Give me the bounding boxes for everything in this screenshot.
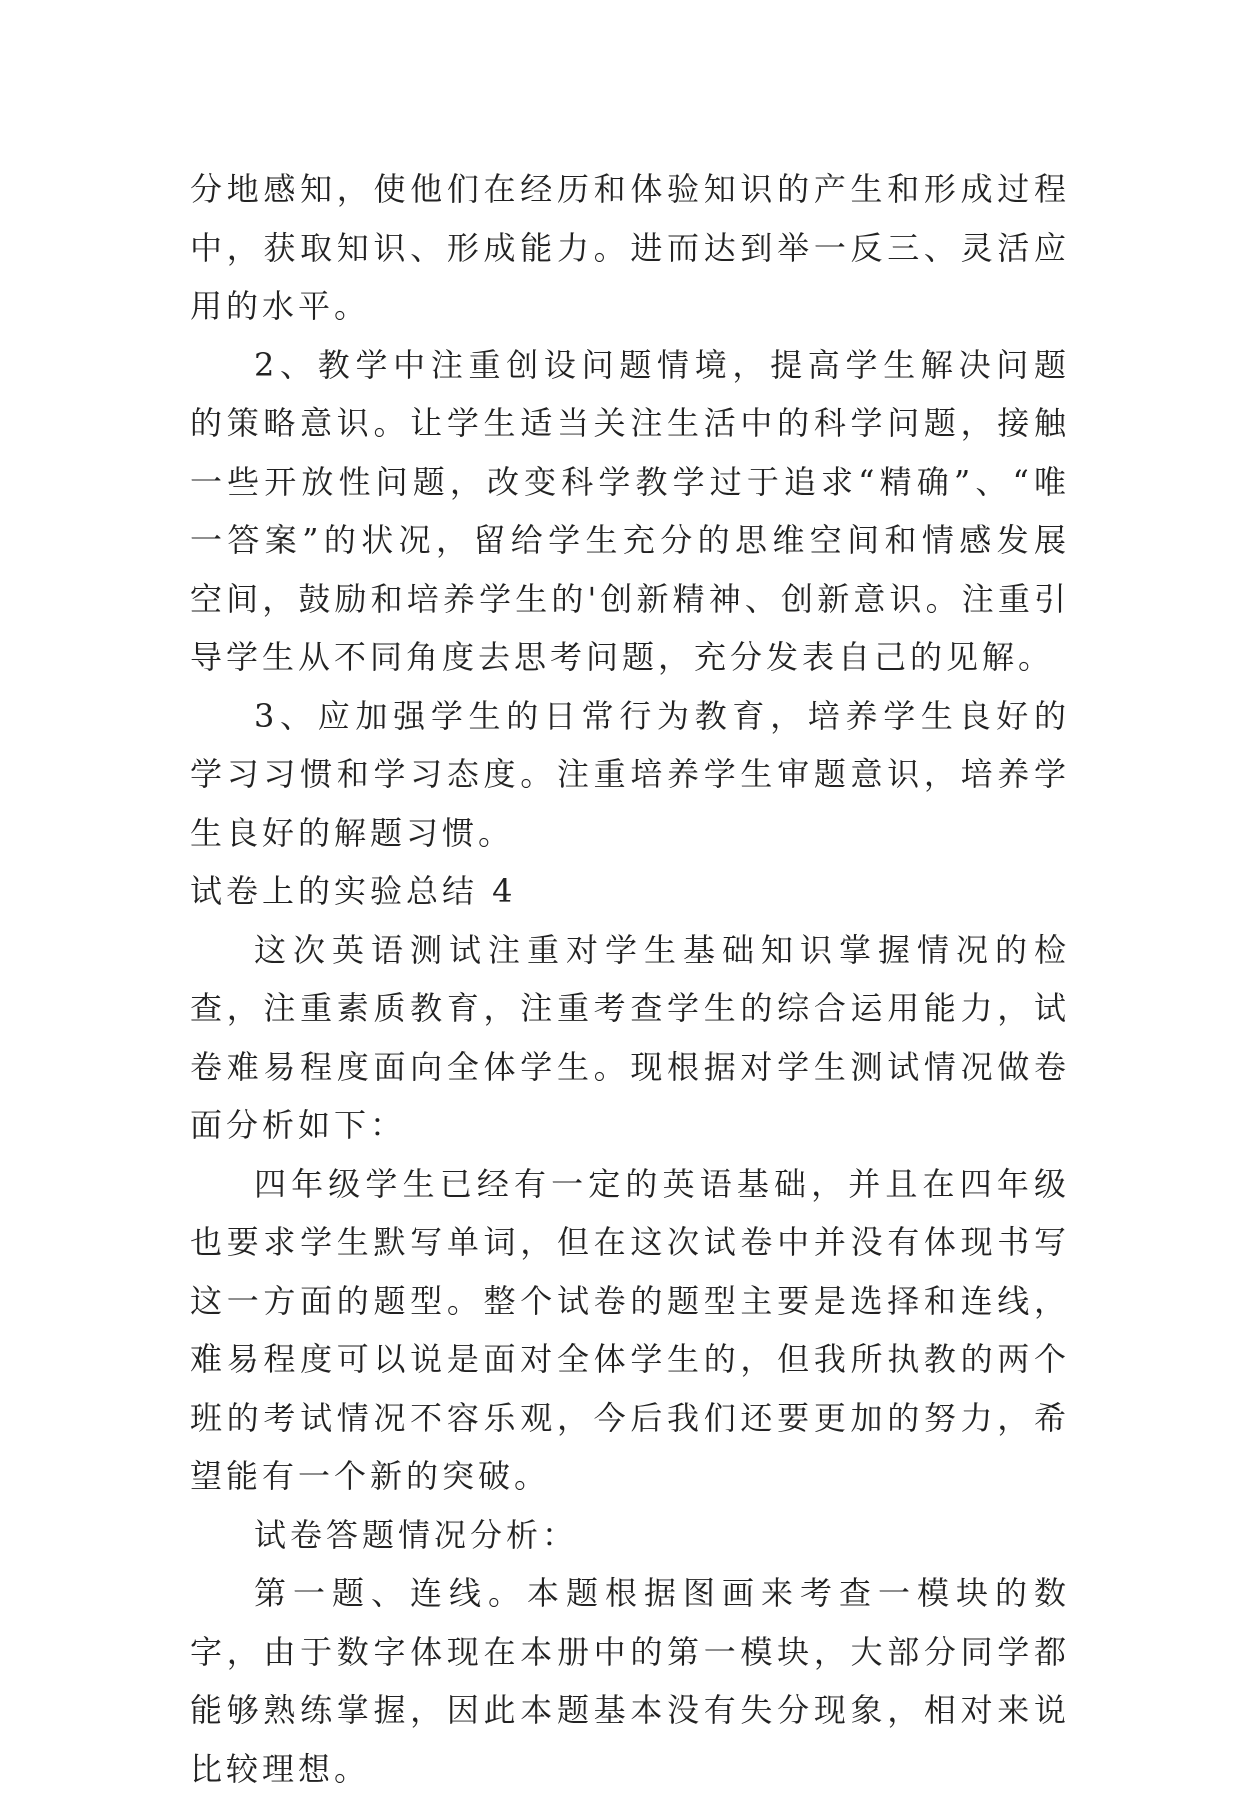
section-heading: 试卷上的实验总结 4 xyxy=(190,872,517,910)
paragraph-analysis-title: 试卷答题情况分析： xyxy=(254,1515,579,1554)
paragraph-background: 四年级学生已经有一定的英语基础，并且在四年级也要求学生默写单词，但在这次试卷中并没有体现书写这一方面的题型。整个试卷的题型主要是选择和连线，难易程度可以说是面对全体学生的，但我所执教的两个班的考试情况不容乐观，今后我们还要更加的努力，希望能有一个新的突破。 xyxy=(190,1164,1070,1495)
paragraph-question-1: 第一题、连线。本题根据图画来考查一模块的数字，由于数字体现在本册中的第一模块，大部分同学都能够熟练掌握，因此本题基本没有失分现象，相对来说比较理想。 xyxy=(190,1574,1070,1788)
paragraph-continuation: 分地感知，使他们在经历和体验知识的产生和形成过程中，获取知识、形成能力。进而达到举一反三、灵活应用的水平。 xyxy=(190,170,1070,325)
paragraph-point-2: 2、教学中注重创设问题情境，提高学生解决问题的策略意识。让学生适当关注生活中的科学问题，接触一些开放性问题，改变科学教学过于追求“精确”、“唯一答案”的状况，留给学生充分的思维空间和情感发展空间，鼓励和培养学生的'创新精神、创新意识。注重引导学生从不同角度去思考问题，充分发表自己的见解。 xyxy=(190,345,1070,676)
paragraph-intro: 这次英语测试注重对学生基础知识掌握情况的检查，注重素质教育，注重考查学生的综合运用能力，试卷难易程度面向全体学生。现根据对学生测试情况做卷面分析如下： xyxy=(190,930,1070,1144)
paragraph-point-3: 3、应加强学生的日常行为教育，培养学生良好的学习习惯和学习态度。注重培养学生审题意识，培养学生良好的解题习惯。 xyxy=(190,696,1070,852)
document-body xyxy=(190,160,1070,1798)
